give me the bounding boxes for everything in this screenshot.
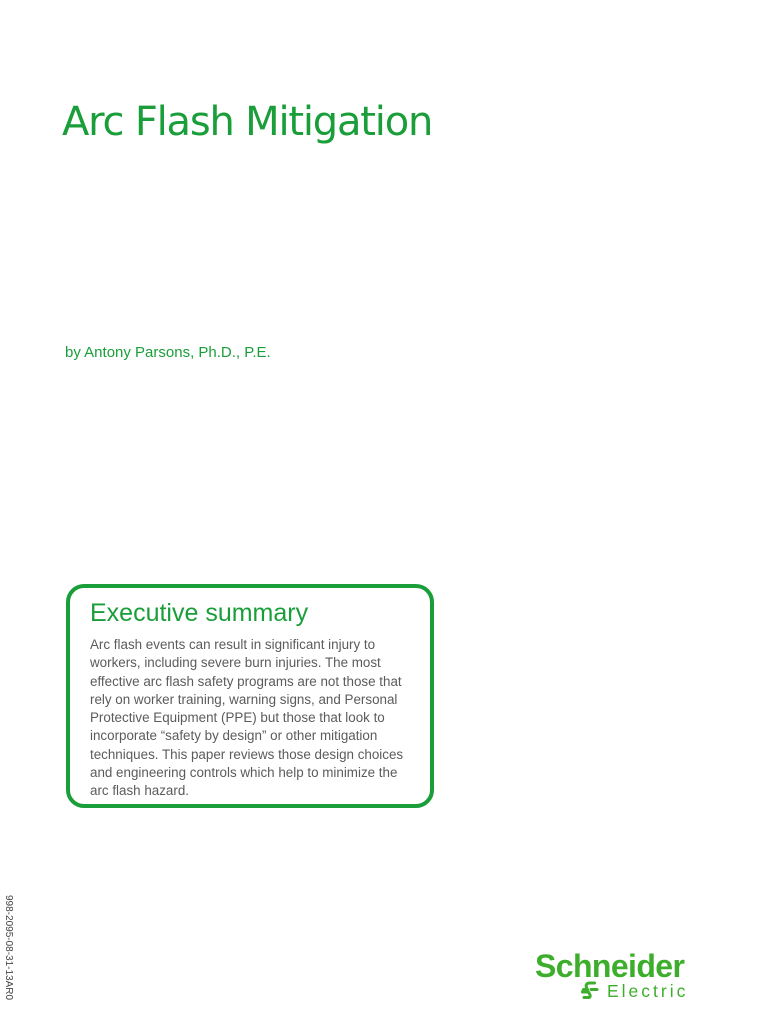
schneider-electric-mark-icon xyxy=(579,978,603,1002)
document-id: 998-2095-08-31-13AR0 xyxy=(3,895,14,1001)
logo-brand-text: Schneider xyxy=(535,948,685,984)
executive-summary-heading: Executive summary xyxy=(90,599,309,627)
executive-summary-text: Arc flash events can result in significant injury to workers, including severe burn injuries. The most effective arc flash safety programs are not those that rely on worker training, warning signs, and Personal Protective Equipment (PPE) but those that look to incorporate “safety by design” or other mitigation techniques. This paper reviews those design choices and engineering controls which help to minimize the arc flash hazard. xyxy=(90,637,404,799)
document-title: Arc Flash Mitigation xyxy=(62,99,433,145)
author-line: by Antony Parsons, Ph.D., P.E. xyxy=(65,344,271,361)
executive-summary-box xyxy=(66,584,434,808)
logo-sub-text: Electric xyxy=(607,981,689,1001)
schneider-electric-logo xyxy=(533,948,719,1006)
